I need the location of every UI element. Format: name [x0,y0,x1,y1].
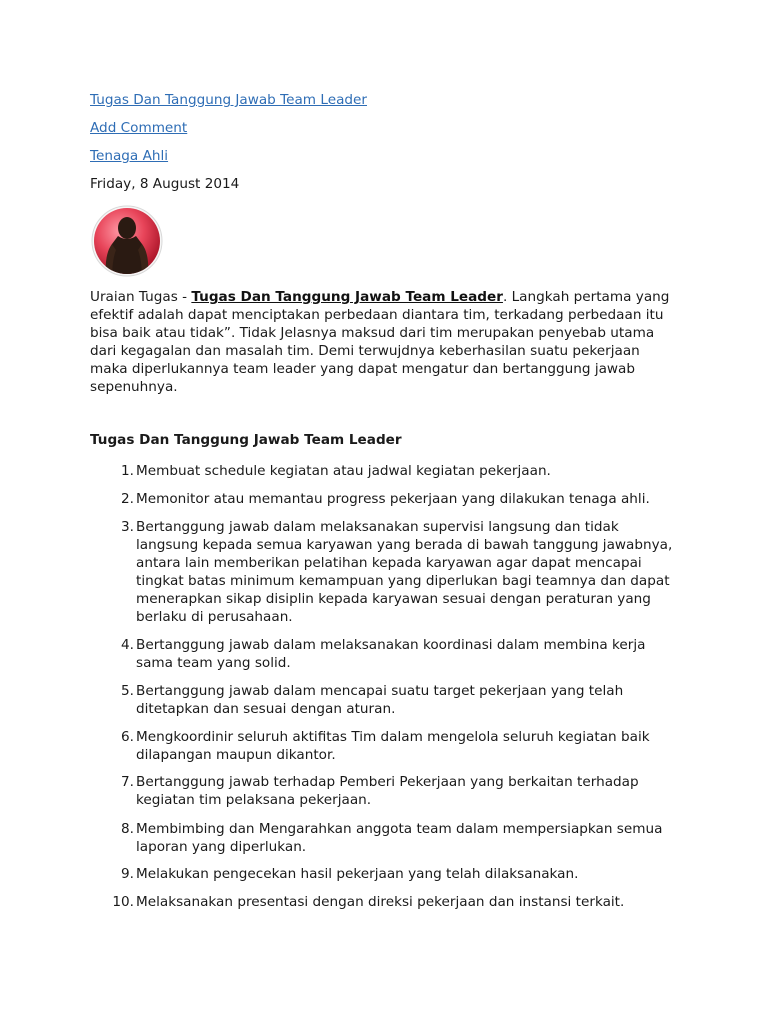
avatar [90,204,164,278]
list-item-text: Bertanggung jawab terhadap Pemberi Pekerjaan yang berkaitan terhadap kegiatan tim pelaksana pekerjaan. [136,774,639,808]
list-item-text: Melakukan pengecekan hasil pekerjaan yang telah dilaksanakan. [136,866,579,882]
intro-paragraph [90,288,670,396]
intro-body: . Langkah pertama yang efektif adalah dapat menciptakan perbedaan diantara tim, terkadang perbedaan itu bisa baik atau tidak”. Tidak Jelasnya maksud dari tim merupakan penyebab utama dari kegagalan dan masalah tim. Demi terwujdnya keberhasilan suatu pekerjaan maka diperlukannya team leader yang dapat mengatur dan bertanggung jawab sepenuhnya. [90,289,670,395]
list-item-text: Mengkoordinir seluruh aktifitas Tim dalam mengelola seluruh kegiatan baik dilapangan maupun dikantor. [136,729,650,763]
list-item-number: 4. [121,637,134,653]
intro-title-link[interactable]: Tugas Dan Tanggung Jawab Team Leader [191,289,503,305]
list-item-text: Membuat schedule kegiatan atau jadwal kegiatan pekerjaan. [136,463,551,479]
post-date: Friday, 8 August 2014 [90,176,240,192]
intro-prefix: Uraian Tugas - [90,289,192,305]
list-item-text: Bertanggung jawab dalam melaksanakan supervisi langsung dan tidak langsung kepada semua karyawan yang berada di bawah tanggung jawabnya, antara lain memberikan pelatihan kepada karyawan agar dapat mencapai tingkat batas minimum kemampuan yang diperlukan bagi teamnya dan dapat menerapkan sikap disiplin kepada karyawan sesuai dengan peraturan yang berlaku di perusahaan. [136,519,673,625]
list-item-text: Melaksanakan presentasi dengan direksi pekerjaan dan instansi terkait. [136,894,625,910]
list-item-number: 7. [121,774,134,790]
title-link[interactable]: Tugas Dan Tanggung Jawab Team Leader [90,92,367,108]
list-item-number: 2. [121,491,134,507]
list-item-text: Memonitor atau memantau progress pekerjaan yang dilakukan tenaga ahli. [136,491,650,507]
list-item-number: 9. [121,866,134,882]
list-item-number: 6. [121,729,134,745]
list-item-text: Membimbing dan Mengarahkan anggota team dalam mempersiapkan semua laporan yang diperlukan. [136,821,663,855]
add-comment-link[interactable]: Add Comment [90,120,188,136]
person-silhouette-icon [90,204,164,278]
list-item-number: 1. [121,463,134,479]
section-heading: Tugas Dan Tanggung Jawab Team Leader [90,432,402,448]
list-item-number: 10. [112,894,134,910]
category-link[interactable]: Tenaga Ahli [90,148,169,164]
list-item-number: 3. [121,519,134,535]
list-item-number: 8. [121,821,134,837]
list-item-number: 5. [121,683,134,699]
list-item-text: Bertanggung jawab dalam melaksanakan koordinasi dalam membina kerja sama team yang solid. [136,637,646,671]
list-item-text: Bertanggung jawab dalam mencapai suatu target pekerjaan yang telah ditetapkan dan sesuai dengan aturan. [136,683,624,717]
